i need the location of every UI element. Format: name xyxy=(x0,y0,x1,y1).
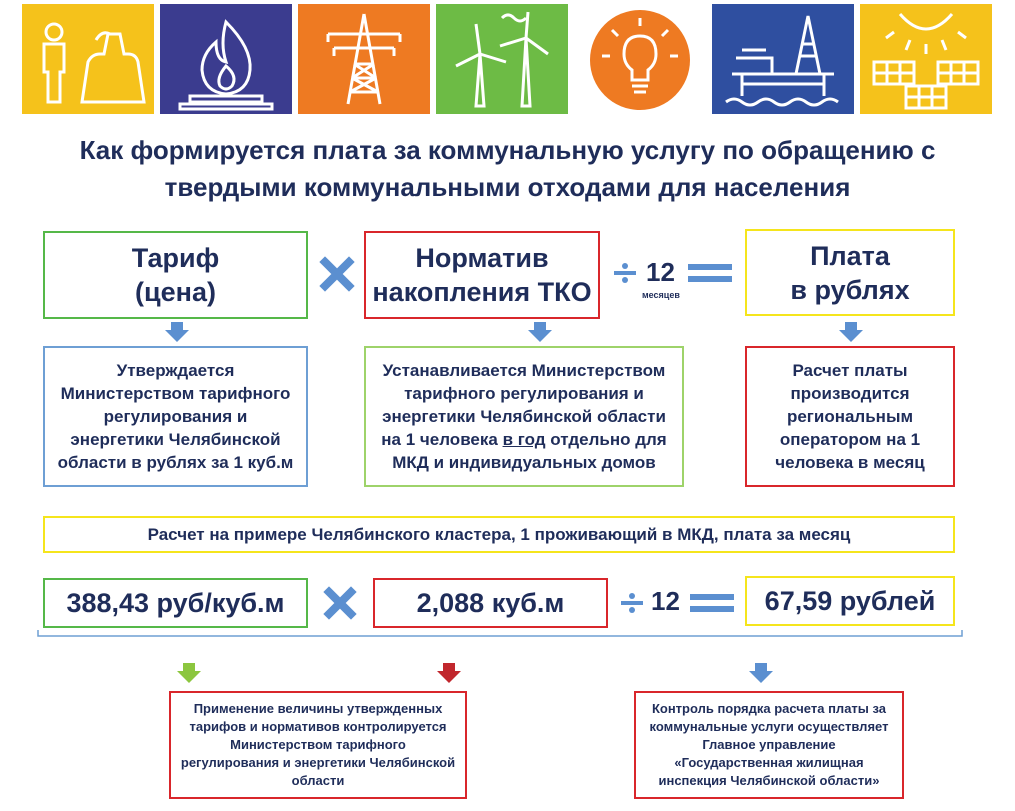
text-line: Утверждается xyxy=(116,361,235,380)
tile-solar xyxy=(860,4,992,114)
down-arrow-icon xyxy=(839,322,863,342)
per-year-emphasis: в год xyxy=(502,430,546,449)
solar-panel-icon xyxy=(860,4,992,114)
text-line: области в рублях за 1 куб.м xyxy=(57,453,294,472)
text-line: региональным xyxy=(786,407,914,426)
text-line: регулирования и энергетики Челябинской xyxy=(180,755,456,770)
bracket-line xyxy=(36,628,966,642)
payment-control-box xyxy=(634,691,904,799)
page-title xyxy=(20,132,995,206)
tile-power-line xyxy=(298,4,430,114)
text-line xyxy=(381,428,666,451)
tile-household xyxy=(22,4,154,114)
payment-label: Плата xyxy=(810,240,890,271)
text-line: Устанавливается Министерством xyxy=(382,361,666,380)
tile-oil-platform xyxy=(712,4,854,114)
tariff-value-box xyxy=(43,578,308,628)
result-box xyxy=(745,576,955,626)
multiply-icon xyxy=(319,256,355,292)
text-line: тарифов и нормативов контролируется xyxy=(189,719,447,734)
tariff-value: 388,43 руб/куб.м xyxy=(66,588,285,618)
text-line: Расчет платы xyxy=(792,361,908,380)
example-divisor: 12 xyxy=(651,586,680,616)
text-line: оператором на 1 xyxy=(779,430,921,449)
oil-platform-icon xyxy=(712,4,854,114)
tariff-control-box xyxy=(169,691,467,799)
text-line: Министерством тарифного xyxy=(60,384,291,403)
tariff-sublabel: (цена) xyxy=(135,277,216,307)
tariff-label: Тариф xyxy=(131,243,220,273)
text-line: МКД и индивидуальных домов xyxy=(392,453,656,472)
divide-icon xyxy=(619,592,645,614)
down-arrow-green-icon xyxy=(177,663,201,683)
tariff-box xyxy=(43,231,308,319)
text-line: человека в месяц xyxy=(775,453,925,472)
norm-sublabel: накопления ТКО xyxy=(372,277,592,307)
text-line: «Государственная жилищная xyxy=(674,755,864,770)
power-line-tower-icon xyxy=(298,4,430,114)
example-caption-text: Расчет на примере Челябинского кластера, 1 проживающий в МКД, плата за месяц xyxy=(147,525,851,544)
text-fragment: на 1 человека xyxy=(381,430,503,449)
text-line: энергетики Челябинской xyxy=(70,430,281,449)
multiply-icon xyxy=(323,586,357,620)
norm-value-box xyxy=(373,578,608,628)
text-line: области xyxy=(291,773,345,788)
title-line-2: твердыми коммунальными отходами для населения xyxy=(164,172,851,202)
lightbulb-icon xyxy=(574,4,706,114)
down-arrow-red-icon xyxy=(437,663,461,683)
example-caption xyxy=(43,516,955,553)
tile-lightbulb xyxy=(574,4,706,114)
payment-sublabel: в рублях xyxy=(790,274,910,305)
title-line-1: Как формируется плата за коммунальную услугу по обращению с xyxy=(79,135,936,165)
person-and-plant-icon xyxy=(22,4,154,114)
payment-box xyxy=(745,229,955,316)
text-line: производится xyxy=(790,384,910,403)
text-line: Контроль порядка расчета платы за xyxy=(651,701,887,716)
norm-explanation xyxy=(364,346,684,487)
down-arrow-icon xyxy=(749,663,773,683)
tariff-explanation xyxy=(43,346,308,487)
text-line: регулирования и xyxy=(103,407,248,426)
equals-icon xyxy=(688,264,732,282)
text-line: Министерством тарифного xyxy=(230,737,406,752)
gas-flame-icon xyxy=(160,4,292,114)
text-fragment: отдельно для xyxy=(545,430,667,449)
text-line: коммунальные услуги осуществляет xyxy=(649,719,889,734)
norm-value: 2,088 куб.м xyxy=(416,588,565,618)
norm-label: Норматив xyxy=(415,243,549,273)
text-line: инспекция Челябинской области» xyxy=(658,773,880,788)
text-line: Применение величины утвержденных xyxy=(193,701,443,716)
text-line: тарифного регулирования и xyxy=(404,384,644,403)
divisor-unit: месяцев xyxy=(642,290,680,300)
text-line: энергетики Челябинской области xyxy=(382,407,666,426)
divisor-value: 12 xyxy=(646,257,675,287)
divide-icon xyxy=(612,262,638,284)
payment-explanation xyxy=(745,346,955,487)
norm-box xyxy=(364,231,600,319)
text-line: Главное управление xyxy=(702,737,836,752)
tile-wind xyxy=(436,4,568,114)
wind-turbine-icon xyxy=(436,4,568,114)
down-arrow-icon xyxy=(528,322,552,342)
tile-gas xyxy=(160,4,292,114)
down-arrow-icon xyxy=(165,322,189,342)
result-value: 67,59 рублей xyxy=(764,586,936,616)
equals-icon xyxy=(690,594,734,612)
